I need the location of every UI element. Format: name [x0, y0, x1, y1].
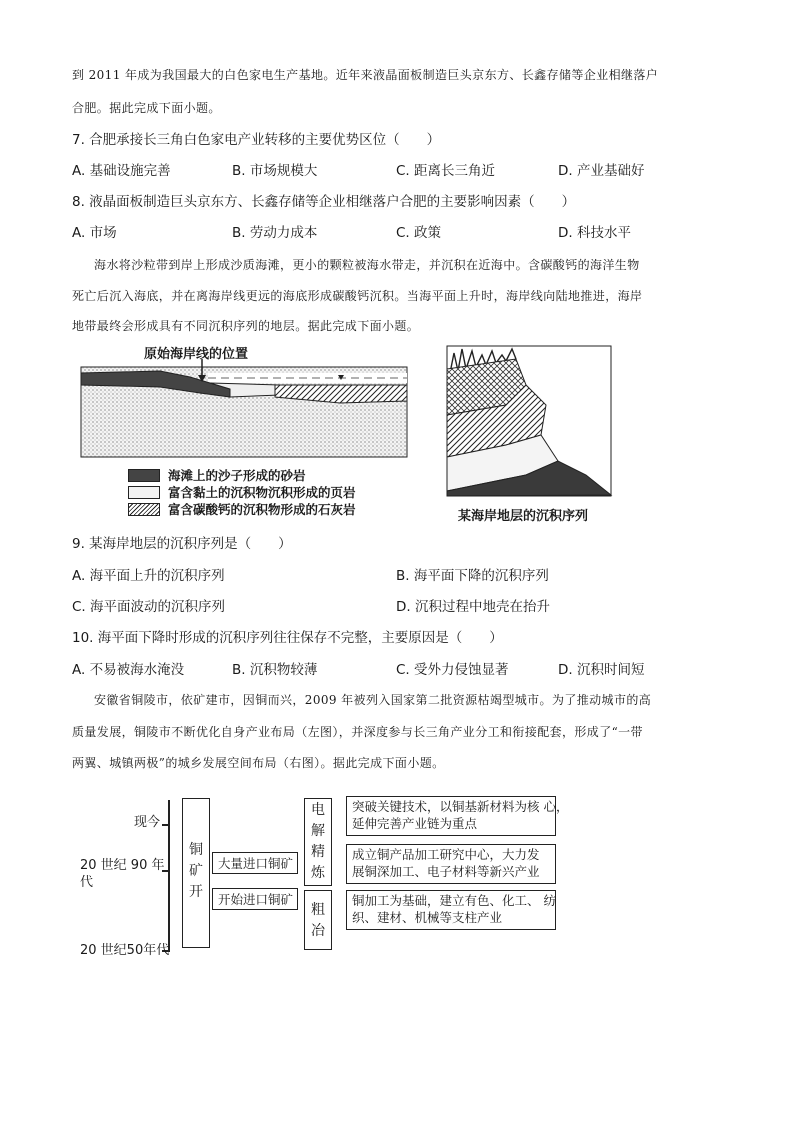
industry-timeline-figure — [78, 790, 568, 970]
coastal-strata-figure — [446, 345, 614, 525]
copper-mining-label: 铜矿开 — [189, 842, 203, 900]
question-8-option-a: A. 市场 — [72, 225, 117, 241]
question-8-option-b: B. 劳动力成本 — [232, 225, 318, 241]
stage-text-1990s-line2: 展铜深加工、电子材料等新兴产业 — [352, 864, 540, 879]
intro-text-line: 海水将沙粒带到岸上形成沙质海滩，更小的颗粒被海水带走，并沉积在近海中。含碳酸钙的海洋生物 — [94, 258, 640, 272]
question-9-option-d: D. 沉积过程中地壳在抬升 — [396, 599, 550, 615]
question-7-option-b: B. 市场规模大 — [232, 163, 318, 179]
question-10-option-d: D. 沉积时间短 — [558, 662, 645, 678]
legend-label-sandstone: 海滩上的沙子形成的砂岩 — [168, 468, 306, 483]
question-9-option-a: A. 海平面上升的沉积序列 — [72, 568, 225, 584]
stage-text-current-line2: 延伸完善产业链为重点 — [352, 816, 478, 831]
question-7-option-c: C. 距离长三角近 — [396, 163, 496, 179]
intro-text-line: 两翼、城镇两极”的城乡发展空间布局（右图）。据此完成下面小题。 — [72, 756, 445, 770]
question-8-option-c: C. 政策 — [396, 225, 442, 241]
stage-text-1950s-line2: 织、建材、机械等支柱产业 — [352, 910, 503, 925]
question-7-stem: 7. 合肥承接长三角白色家电产业转移的主要优势区位（ ） — [72, 132, 441, 148]
original-coastline-label: 原始海岸线的位置 — [144, 347, 249, 362]
question-9-stem: 9. 某海岸地层的沉积序列是（ ） — [72, 536, 292, 552]
timeline-axis — [168, 800, 170, 950]
question-9-option-c: C. 海平面波动的沉积序列 — [72, 599, 226, 615]
legend-swatch-limestone — [128, 503, 160, 516]
strata-caption: 某海岸地层的沉积序列 — [458, 509, 589, 524]
question-10-stem: 10. 海平面下降时形成的沉积序列往往保存不完整，主要原因是（ ） — [72, 630, 503, 646]
coastline-section-figure — [80, 345, 410, 520]
coastal-strata-diagram — [446, 345, 614, 505]
question-10-option-b: B. 沉积物较薄 — [232, 662, 318, 678]
question-8-option-d: D. 科技水平 — [558, 225, 631, 241]
intro-text-line: 安徽省铜陵市，依矿建市，因铜而兴，2009 年被列入国家第二批资源枯竭型城市。为了推动城市的高 — [94, 693, 652, 707]
import-label-start: 开始进口铜矿 — [218, 892, 294, 907]
timeline-tick — [162, 824, 170, 826]
legend-label-limestone: 富含碳酸钙的沉积物形成的石灰岩 — [168, 502, 356, 517]
timeline-label-1990s-suffix: 代 — [80, 875, 94, 890]
intro-text-line: 质量发展，铜陵市不断优化自身产业布局（左图），并深度参与长三角产业分工和衔接配套，形成了“一带 — [72, 725, 643, 739]
question-10-option-a: A. 不易被海水淹没 — [72, 662, 185, 678]
timeline-label-1950s: 20 世纪50年代 — [80, 943, 170, 958]
stage-text-current-line1: 突破关键技术，以铜基新材料为核 心， — [352, 799, 569, 814]
question-10-option-c: C. 受外力侵蚀显著 — [396, 662, 509, 678]
question-7-option-d: D. 产业基础好 — [558, 163, 645, 179]
intro-text-line: 合肥。据此完成下面小题。 — [72, 101, 221, 115]
timeline-label-now: 现今 — [134, 815, 161, 830]
timeline-label-1990s: 20 世纪 90 年 — [80, 858, 165, 873]
import-label-large: 大量进口铜矿 — [218, 856, 294, 871]
stage-text-1990s-line1: 成立铜产品加工研究中心，大力发 — [352, 847, 540, 862]
intro-text-line: 地带最终会形成具有不同沉积序列的地层。据此完成下面小题。 — [72, 319, 420, 333]
electrolytic-refining-label: 电解精炼 — [311, 802, 325, 881]
question-8-stem: 8. 液晶面板制造巨头京东方、长鑫存储等企业相继落户合肥的主要影响因素（ ） — [72, 194, 576, 210]
legend-swatch-shale — [128, 486, 160, 499]
question-9-option-b: B. 海平面下降的沉积序列 — [396, 568, 549, 584]
stage-text-1950s-line1: 铜加工为基础，建立有色、化工、 纺 — [352, 893, 556, 908]
legend-label-shale: 富含黏土的沉积物沉积形成的页岩 — [168, 485, 356, 500]
legend-swatch-sandstone — [128, 469, 160, 482]
question-7-option-a: A. 基础设施完善 — [72, 163, 171, 179]
intro-text-line: 到 2011 年成为我国最大的白色家电生产基地。近年来液晶面板制造巨头京东方、长鑫存储等企业相继落户 — [72, 68, 659, 82]
intro-text-line: 死亡后沉入海底，并在离海岸线更远的海底形成碳酸钙沉积。当海平面上升时，海岸线向陆地推进，海岸 — [72, 289, 643, 303]
crude-smelting-label: 粗冶 — [311, 902, 325, 939]
